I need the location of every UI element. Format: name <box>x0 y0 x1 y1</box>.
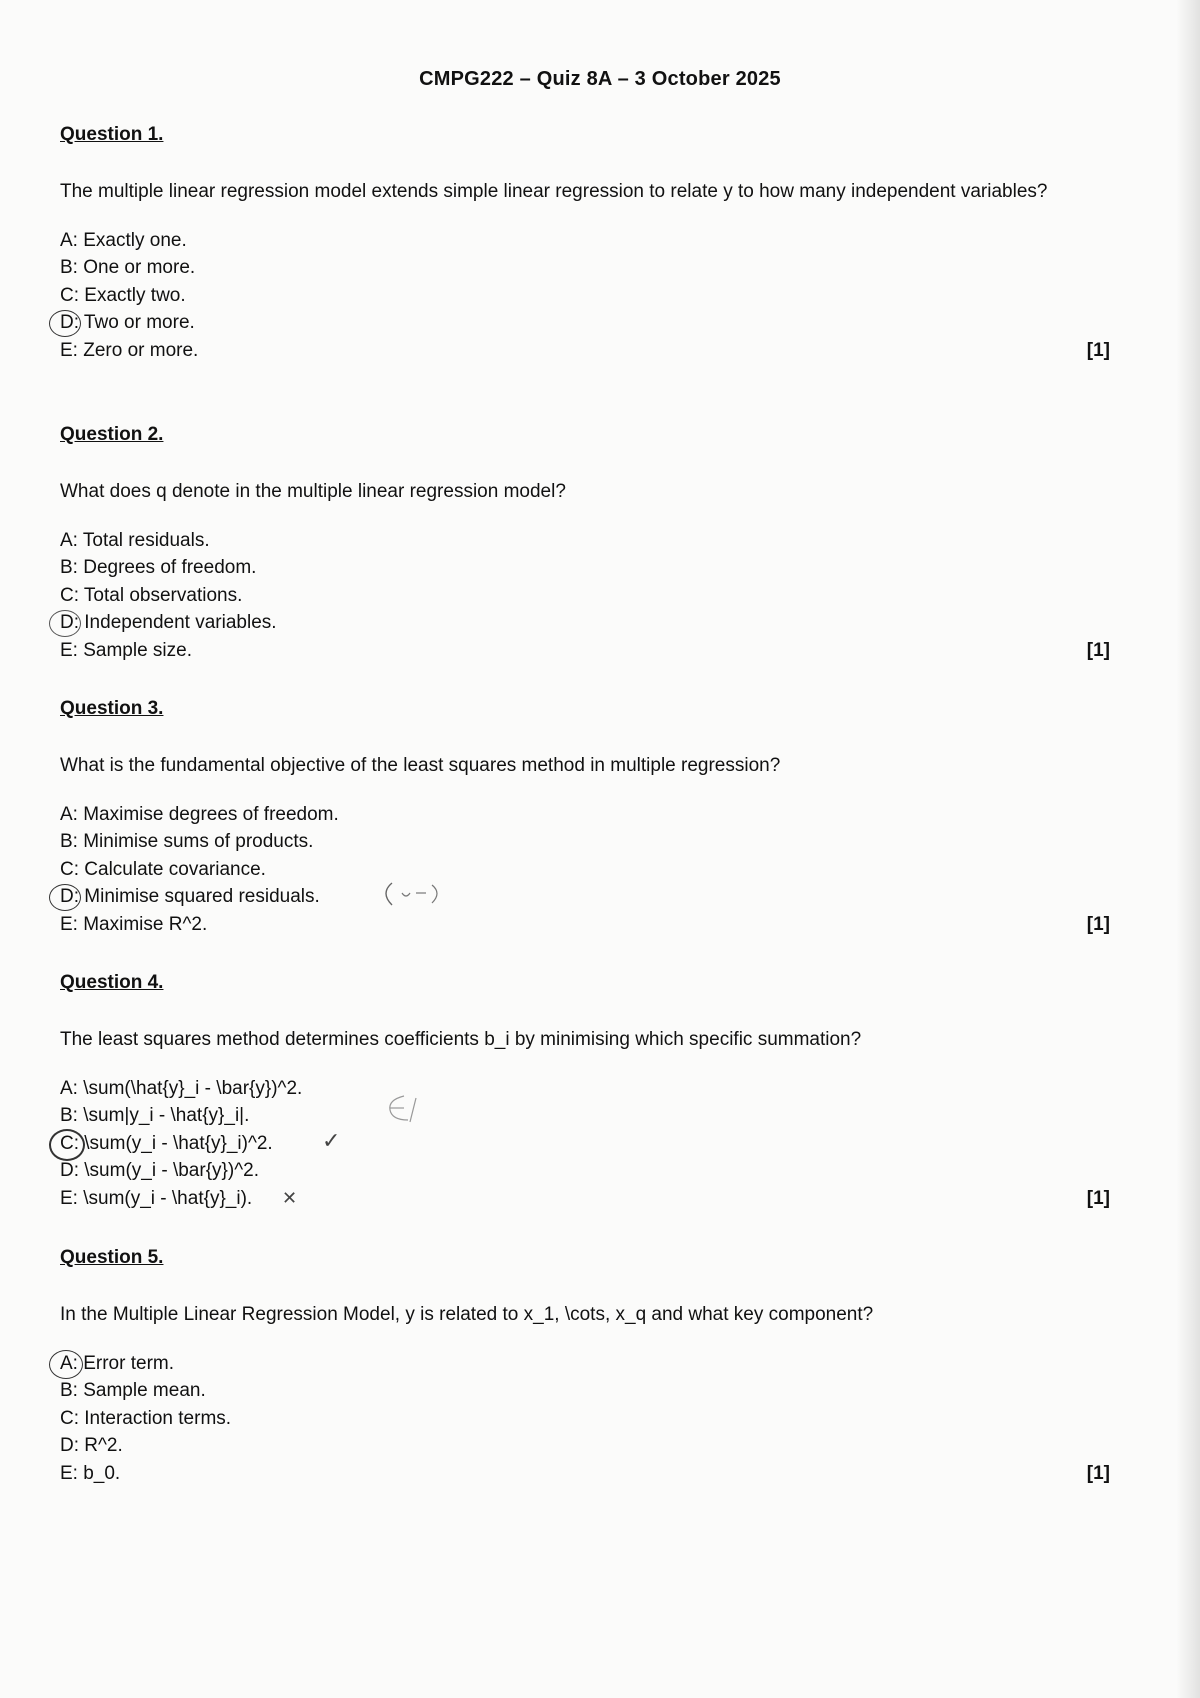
question-4 <box>60 972 1140 1212</box>
option-a: A: Exactly one. <box>60 230 187 251</box>
check-mark-icon: ✓ <box>322 1128 341 1154</box>
marks-label: [1] <box>1086 1187 1110 1209</box>
option-d <box>60 309 1140 336</box>
option-a: A: \sum(\hat{y}_i - \bar{y})^2. <box>60 1078 303 1099</box>
option-d: D: R^2. <box>60 1435 123 1457</box>
option-d <box>60 609 1140 636</box>
option-e-label: E: \sum(y_i - \hat{y}_i). <box>60 1187 253 1209</box>
option-e <box>60 1185 1140 1212</box>
option-d-label: D: Independent variables. <box>60 612 277 634</box>
question-heading: Question 5. <box>60 1247 164 1268</box>
page-edge-shadow <box>1176 0 1200 1698</box>
handwritten-e-scribble-icon <box>380 1090 430 1130</box>
question-heading: Question 4. <box>60 972 164 993</box>
question-2 <box>60 424 1140 664</box>
handwritten-scribble-icon <box>370 879 450 909</box>
option-c: C: Total observations. <box>60 584 243 606</box>
option-d <box>60 883 1140 910</box>
question-3 <box>60 698 1140 938</box>
option-list <box>60 1075 1140 1212</box>
option-b <box>60 1102 1140 1129</box>
question-heading: Question 3. <box>60 698 164 719</box>
option-c: C: Calculate covariance. <box>60 858 266 880</box>
option-a-label: A: Error term. <box>60 1353 175 1374</box>
option-list <box>60 227 1140 364</box>
cross-mark-icon: ✕ <box>282 1187 298 1209</box>
option-list <box>60 1350 1140 1487</box>
option-c: C: Interaction terms. <box>60 1407 232 1429</box>
option-list <box>60 801 1140 938</box>
question-text: What does q denote in the multiple linear regression model? <box>60 481 566 502</box>
question-1 <box>60 124 1140 364</box>
question-text: The multiple linear regression model extends simple linear regression to relate y to how many independent variables? <box>60 181 1048 202</box>
option-b: B: Sample mean. <box>60 1380 206 1402</box>
option-a: A: Total residuals. <box>60 530 210 551</box>
page-title: CMPG222 – Quiz 8A – 3 October 2025 <box>419 68 781 90</box>
option-d: D: \sum(y_i - \bar{y})^2. <box>60 1160 259 1182</box>
option-e: E: Maximise R^2. <box>60 913 208 935</box>
option-d-label: D: Two or more. <box>60 312 195 334</box>
question-5 <box>60 1247 1140 1487</box>
option-c <box>60 1130 1140 1157</box>
option-b: B: Degrees of freedom. <box>60 557 257 579</box>
option-d-label: D: Minimise squared residuals. <box>60 886 320 908</box>
marks-label: [1] <box>1086 1462 1110 1484</box>
question-heading: Question 2. <box>60 424 164 445</box>
marks-label: [1] <box>1086 339 1110 361</box>
marks-label: [1] <box>1086 639 1110 661</box>
option-b: B: Minimise sums of products. <box>60 831 314 853</box>
question-text: The least squares method determines coefficients b_i by minimising which specific summation? <box>60 1029 862 1050</box>
question-text: What is the fundamental objective of the least squares method in multiple regression? <box>60 755 781 776</box>
selected-answer-circle <box>49 610 81 637</box>
selected-answer-circle <box>49 1129 85 1161</box>
question-heading: Question 1. <box>60 124 164 145</box>
option-b: B: One or more. <box>60 257 196 279</box>
option-e: E: Zero or more. <box>60 339 199 361</box>
option-a: A: Maximise degrees of freedom. <box>60 804 339 825</box>
option-c-label: C: \sum(y_i - \hat{y}_i)^2. <box>60 1132 273 1154</box>
option-e: E: b_0. <box>60 1462 121 1484</box>
selected-answer-circle <box>49 1350 83 1379</box>
selected-answer-circle <box>49 310 81 337</box>
selected-answer-circle <box>49 884 81 911</box>
option-list <box>60 527 1140 664</box>
option-b-label: B: \sum|y_i - \hat{y}_i|. <box>60 1105 250 1127</box>
option-a <box>60 1350 1140 1377</box>
marks-label: [1] <box>1086 913 1110 935</box>
option-e: E: Sample size. <box>60 639 192 661</box>
question-text: In the Multiple Linear Regression Model, y is related to x_1, \cots, x_q and what key component? <box>60 1304 874 1325</box>
option-c: C: Exactly two. <box>60 284 186 306</box>
